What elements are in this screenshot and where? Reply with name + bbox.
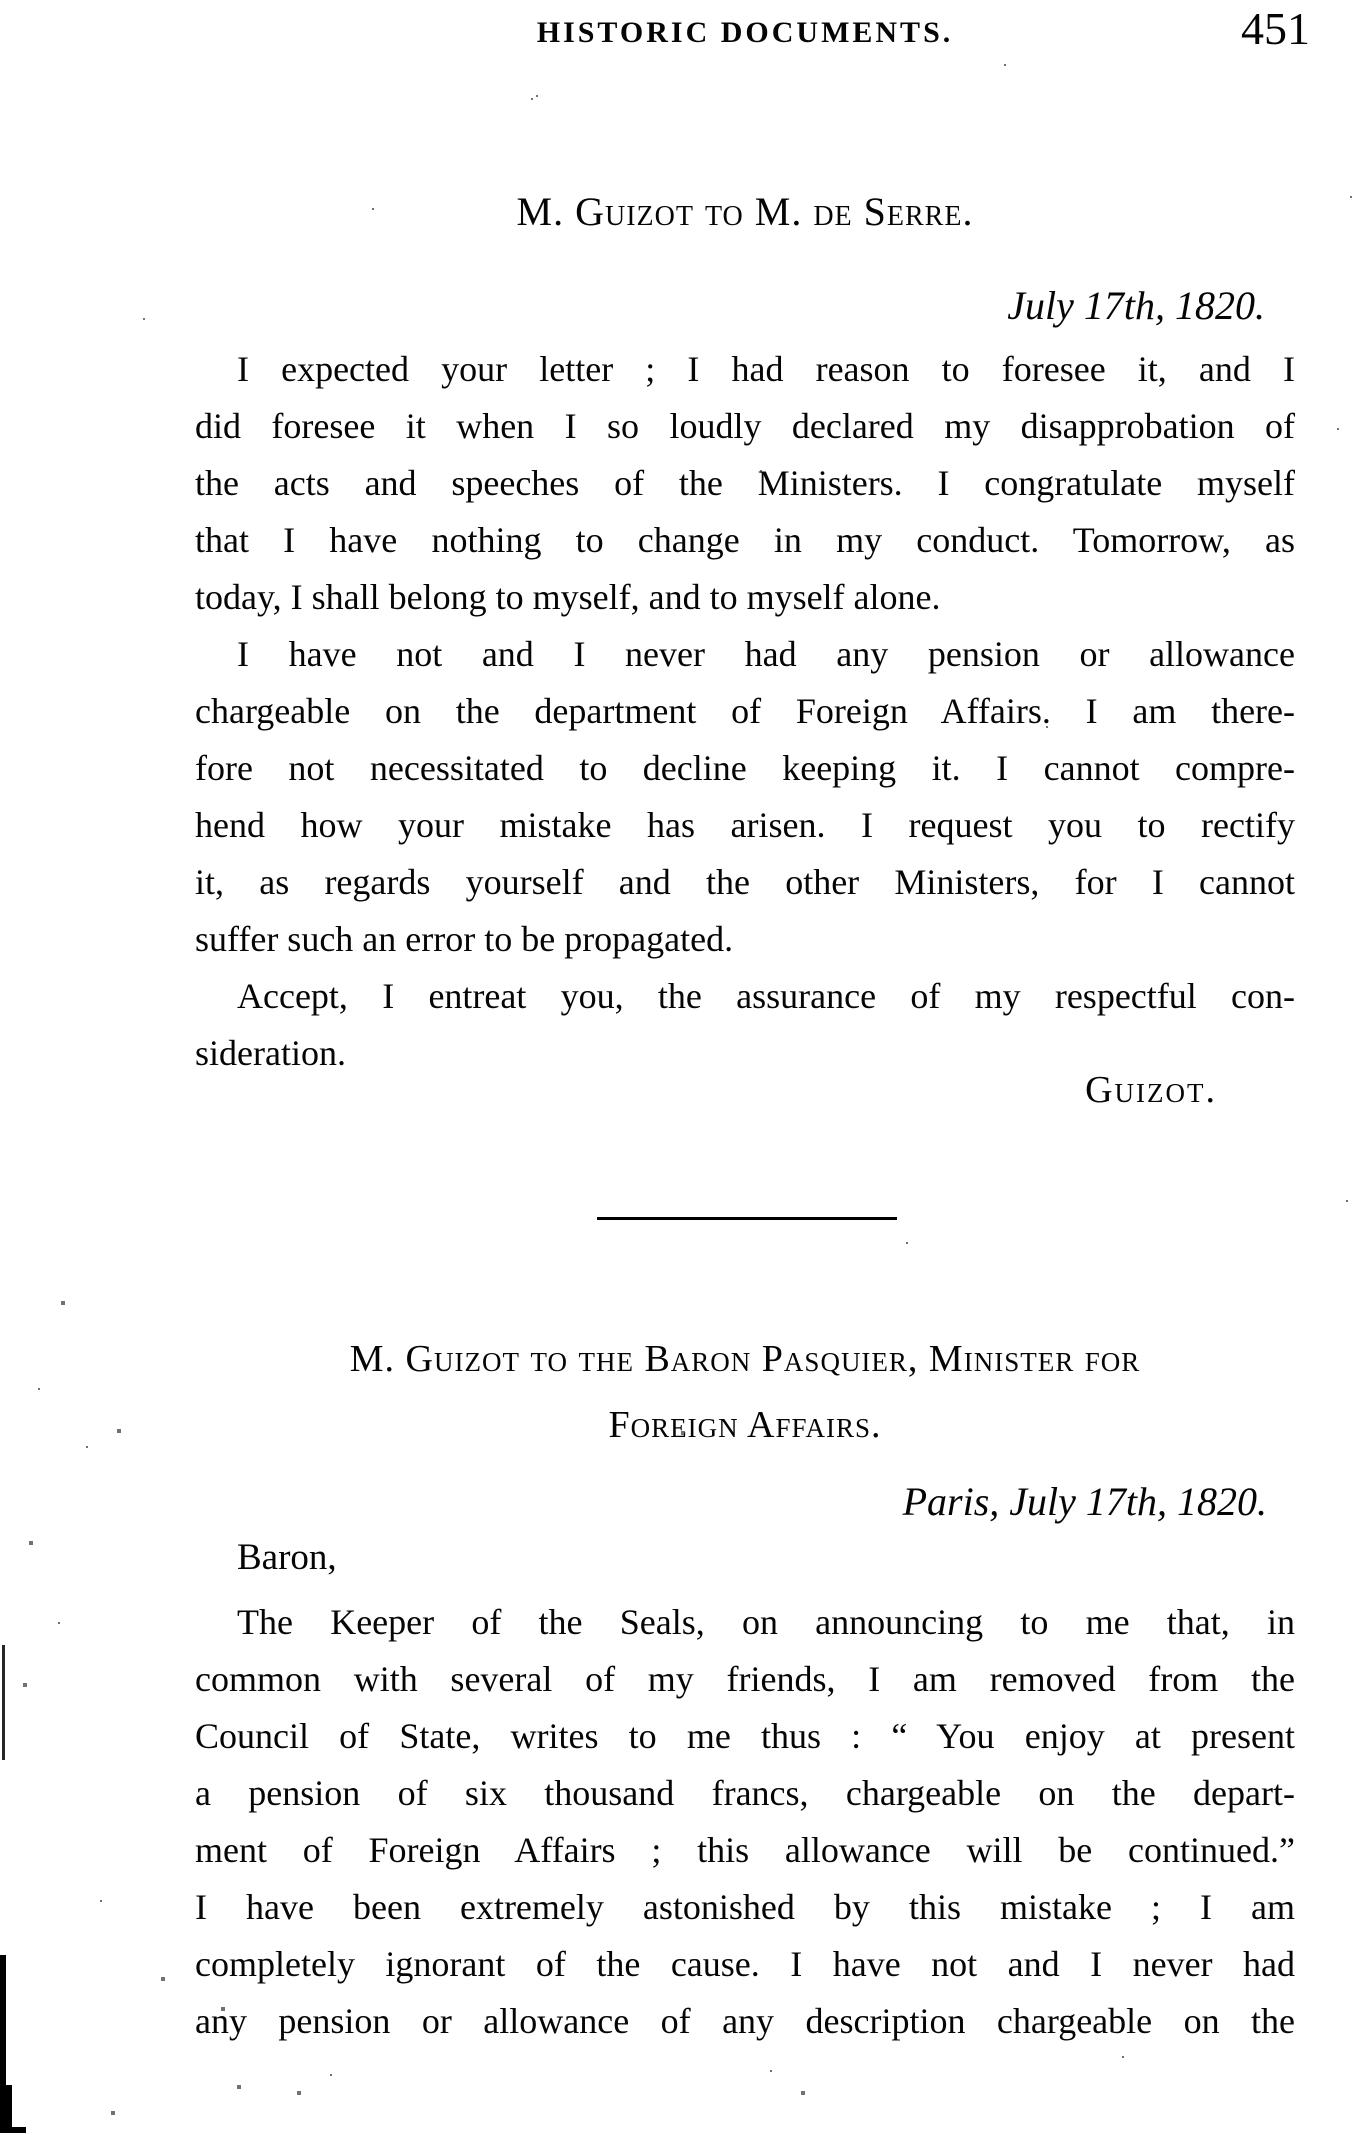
body-line: suffer such an error to be propagated. — [195, 919, 734, 959]
body-line: chargeable on the department of Foreign Affairs. I am there- — [195, 691, 1295, 731]
scan-artifact-specks — [0, 0, 2, 2]
letter2-heading — [195, 1326, 1295, 1458]
scan-artifact-edge-blob — [0, 2085, 12, 2127]
letter2-salutation: Baron, — [237, 1537, 337, 1578]
body-line: I have been extremely astonished by this mistake ; I am — [195, 1887, 1295, 1927]
scan-artifact-edge-bar — [2, 1645, 5, 1760]
letter1-heading: M. Guizot to M. de Serre. — [516, 189, 974, 234]
body-line: any pension or allowance of any description chargeable on the — [195, 2001, 1295, 2041]
body-line: The Keeper of the Seals, on announcing to me that, in — [237, 1602, 1295, 1642]
body-line: ment of Foreign Affairs ; this allowance will be continued.” — [195, 1830, 1295, 1870]
section-divider-rule — [597, 1217, 897, 1220]
body-line: I expected your letter ; I had reason to foresee it, and I — [237, 349, 1295, 389]
body-line: the acts and speeches of the Ministers. I congratulate myself — [195, 463, 1295, 503]
body-line: fore not necessitated to decline keeping it. I cannot compre- — [195, 748, 1295, 788]
running-header-title: HISTORIC DOCUMENTS. — [536, 16, 954, 49]
body-line: hend how your mistake has arisen. I request you to rectify — [195, 805, 1295, 845]
letter2-heading-line2: Foreign Affairs. — [608, 1404, 882, 1446]
letter2-dateline: Paris, July 17th, 1820. — [902, 1479, 1267, 1524]
page-number: 451 — [1241, 3, 1310, 54]
letter1-body — [195, 341, 1295, 1082]
body-line: sideration. — [195, 1033, 346, 1073]
scan-artifact-bottom-mark — [0, 2127, 26, 2133]
body-line: completely ignorant of the cause. I have not and I never had — [195, 1944, 1295, 1984]
body-line: today, I shall belong to myself, and to myself alone. — [195, 577, 941, 617]
body-line: Accept, I entreat you, the assurance of my respectful con- — [237, 976, 1295, 1016]
letter1-dateline: July 17th, 1820. — [1007, 283, 1265, 328]
letter2-heading-line1: M. Guizot to the Baron Pasquier, Minister for — [349, 1338, 1141, 1380]
letter1-signature: Guizot. — [1085, 1069, 1217, 1111]
body-line: it, as regards yourself and the other Ministers, for I cannot — [195, 862, 1295, 902]
body-line: I have not and I never had any pension or allowance — [237, 634, 1295, 674]
body-line: common with several of my friends, I am removed from the — [195, 1659, 1295, 1699]
body-line: that I have nothing to change in my conduct. Tomorrow, as — [195, 520, 1295, 560]
body-line: did foresee it when I so loudly declared my disapprobation of — [195, 406, 1295, 446]
letter2-body — [195, 1594, 1295, 2050]
body-line: a pension of six thousand francs, chargeable on the depart- — [195, 1773, 1295, 1813]
body-line: Council of State, writes to me thus : “ You enjoy at present — [195, 1716, 1295, 1756]
